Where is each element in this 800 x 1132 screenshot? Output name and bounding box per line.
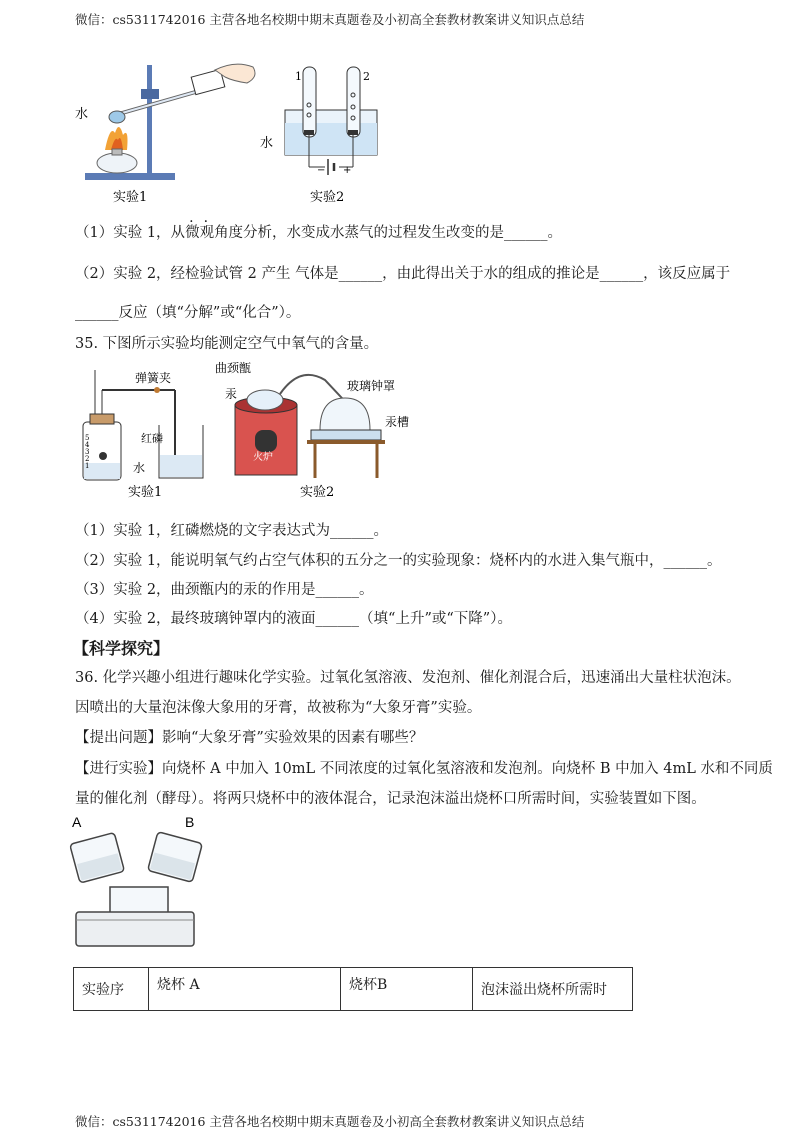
tube-2-label: 2 — [363, 70, 370, 83]
tick-2: 2 — [85, 455, 90, 463]
q35-title: 35. 下图所示实验均能测定空气中氧气的含量。 — [75, 336, 379, 352]
q34-figure — [75, 55, 395, 205]
exp2-apparatus — [285, 67, 377, 176]
q36-line4: 【进行实验】向烧杯 A 中加入 10mL 不同浓度的过氧化氢溶液和发泡剂。向烧杯 B 中加入 4mL 水和不同质 — [75, 761, 773, 777]
page-footer: 微信：cs5311742016 主营各地名校期中期末真题卷及小初高全套教材教案讲义知识点总结 — [75, 1114, 585, 1129]
exp1-apparatus — [85, 64, 255, 180]
bell-jar-label: 玻璃钟罩 — [347, 379, 396, 393]
exp1-caption: 实验1 — [113, 190, 148, 205]
q35-exp1-caption: 实验1 — [128, 485, 163, 500]
exp2-water-label: 水 — [260, 136, 274, 151]
section-title: 【科学探究】 — [73, 639, 170, 658]
exp1-water-label: 水 — [75, 107, 89, 122]
tick-4: 4 — [85, 441, 90, 449]
q35-sub3: （3）实验 2，曲颈甑内的汞的作用是______。 — [75, 582, 374, 598]
q34-sub3: ______反应（填“分解”或“化合”）。 — [75, 305, 301, 321]
q35-water-label: 水 — [133, 461, 146, 475]
tube-1-label: 1 — [295, 70, 302, 83]
retort-label: 曲颈甑 — [215, 361, 252, 375]
q35-sub4: （4）实验 2，最终玻璃钟罩内的液面______（填“上升”或“下降”）。 — [75, 611, 512, 627]
svg-text:+: + — [343, 165, 352, 176]
q35-figure — [75, 360, 435, 500]
table-header-cell: 泡沫溢出烧杯所需时 — [473, 968, 633, 1011]
spring-clip-label: 弹簧夹 — [135, 371, 172, 385]
table-row — [74, 968, 633, 1011]
beaker-b-label: B — [185, 814, 195, 830]
table-header-cell: 烧杯 A — [149, 968, 341, 1011]
q34-sub1: （1）实验 1，从微观角度分析，水变成水蒸气的过程发生改变的是______。 — [75, 225, 563, 241]
tick-1: 1 — [85, 462, 90, 470]
page-header: 微信：cs5311742016 主营各地名校期中期末真题卷及小初高全套教材教案讲义知识点总结 — [75, 12, 585, 27]
q36-figure — [70, 812, 210, 952]
table-header-cell: 烧杯B — [341, 968, 473, 1011]
furnace-label: 火炉 — [253, 452, 273, 463]
q35-exp2-caption: 实验2 — [300, 485, 335, 500]
trough-label: 汞槽 — [385, 415, 410, 429]
experiment-table — [73, 967, 633, 1011]
phosphorus-label: 红磷 — [141, 432, 163, 445]
q34-sub2: （2）实验 2，经检验试管 2 产生 气体是______，由此得出关于水的组成的推论是______，该反应属于 — [75, 266, 731, 282]
q36-question: 【提出问题】影响“大象牙膏”实验效果的因素有哪些？ — [75, 730, 424, 746]
tick-5: 5 — [85, 434, 90, 442]
svg-text:−: − — [317, 165, 326, 176]
exp2-caption: 实验2 — [310, 190, 345, 205]
mercury-label: 汞 — [225, 387, 238, 401]
q36-line5: 量的催化剂（酵母）。将两只烧杯中的液体混合，记录泡沫溢出烧杯口所需时间，实验装置如下图。 — [75, 791, 706, 807]
q36-line2: 因喷出的大量泡沫像大象用的牙膏，故被称为“大象牙膏”实验。 — [75, 700, 482, 716]
beaker-a-label: A — [72, 814, 82, 830]
tick-3: 3 — [85, 448, 90, 456]
table-header-cell: 实验序 — [74, 968, 149, 1011]
q35-sub1: （1）实验 1，红磷燃烧的文字表达式为______。 — [75, 523, 389, 539]
q36-line1: 36. 化学兴趣小组进行趣味化学实验。过氧化氢溶液、发泡剂、催化剂混合后，迅速涌出大量柱状泡沫。 — [75, 670, 741, 686]
q35-sub2: （2）实验 1，能说明氧气约占空气体积的五分之一的实验现象：烧杯内的水进入集气瓶中，______。 — [75, 553, 722, 569]
